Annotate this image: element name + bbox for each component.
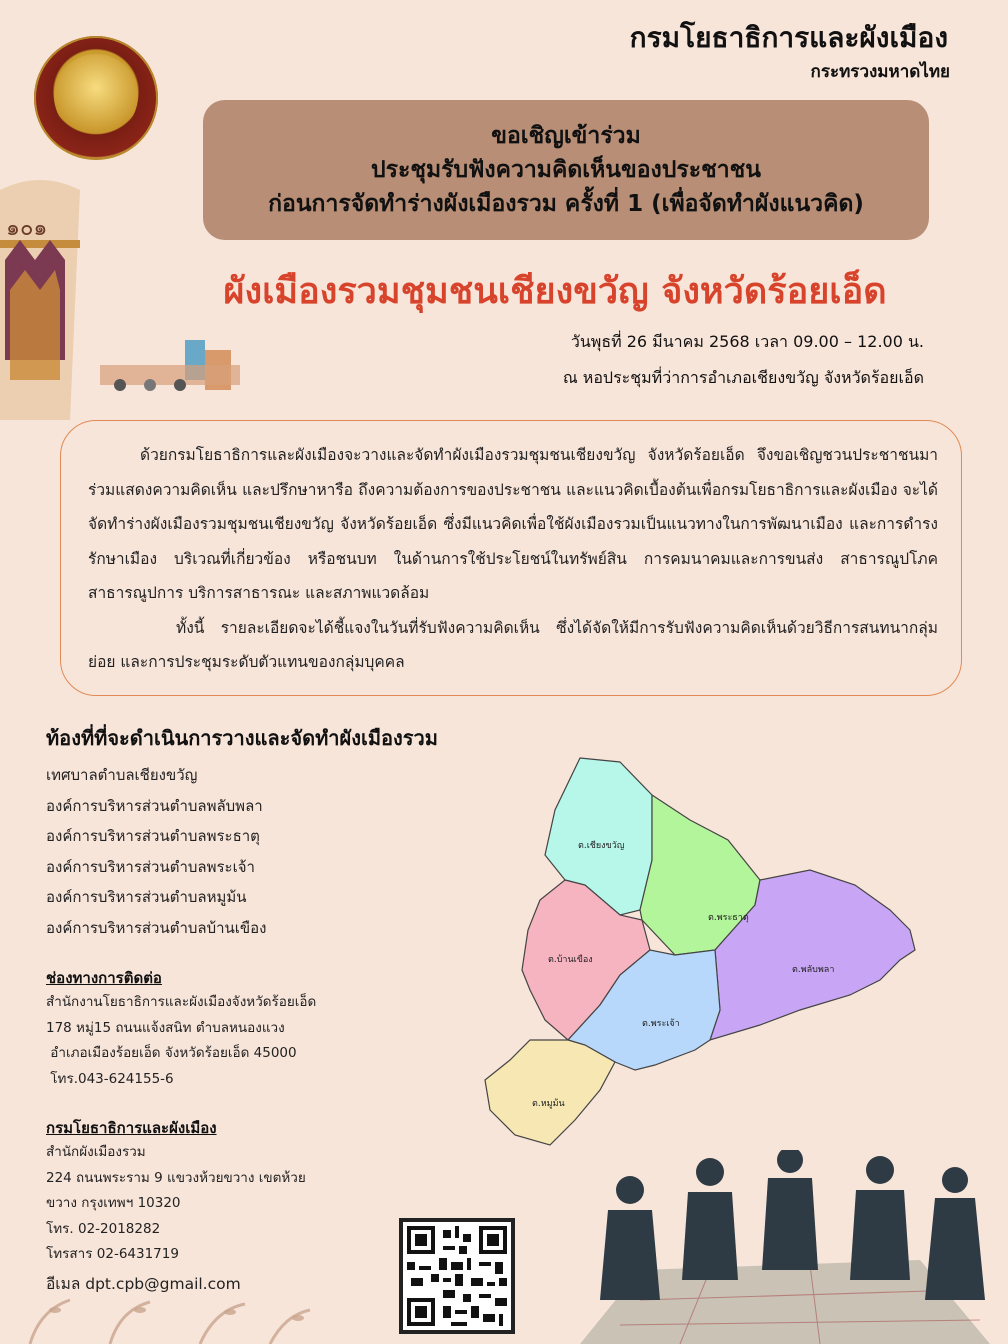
qr-code-icon [403,1222,511,1330]
map-label-phrathat: ต.พระธาตุ [708,913,749,923]
dpt-heading: กรมโยธาธิการและผังเมือง [46,1119,217,1137]
details-text [88,438,938,680]
contact-details [46,990,316,1092]
meeting-people-illustration [560,1150,1000,1344]
decoration-thai-numerals: ๑๐๑ [6,216,48,241]
district-map [470,740,930,1160]
map-label-chiangkhwan: ต.เชียงขวัญ [578,841,625,851]
area-item: องค์การบริหารส่วนตำบลหมูม้น [46,888,247,906]
map-label-phrachao: ต.พระเจ้า [642,1019,680,1029]
banner-line-1: ขอเชิญเข้าร่วม [491,123,641,149]
department-logo [34,36,158,160]
areas-heading: ท้องที่ที่จะดำเนินการวางและจัดทำผังเมืองรวม [46,726,438,750]
paragraph-2: ทั้งนี้ รายละเอียดจะได้ชี้แจงในวันที่รับฟังความคิดเห็น ซึ่งได้จัดให้มีการรับฟังความคิดเห็นด้วยวิธีการสนทนากลุ่มย่อย และการประชุมระดับตัวแทนของกลุ่มบุคคล [88,618,938,671]
invitation-banner [203,100,929,240]
dpt-line: โทรสาร 02-6431719 [46,1246,179,1262]
logo-emblem-icon [54,54,138,138]
map-label-mumon: ต.หมูม้น [532,1099,565,1109]
area-item: องค์การบริหารส่วนตำบลพระเจ้า [46,857,255,876]
area-item: องค์การบริหารส่วนตำบลพลับพลา [46,796,263,815]
org-name: กรมโยธาธิการและผังเมือง [629,21,948,54]
map-region-mumon [485,1040,615,1145]
contact-line: อำเภอเมืองร้อยเอ็ด จังหวัดร้อยเอ็ด 45000 [46,1045,297,1061]
contact-heading: ช่องทางการติดต่อ [46,969,162,987]
contact-line: สำนักงานโยธาธิการและผังเมืองจังหวัดร้อยเอ็ด [46,994,317,1010]
event-date-time: วันพุธที่ 26 มีนาคม 2568 เวลา 09.00 – 12.00 น. [570,332,924,351]
area-item: องค์การบริหารส่วนตำบลพระธาตุ [46,827,260,845]
plan-title: ผังเมืองรวมชุมชนเชียงขวัญ จังหวัดร้อยเอ็ด [223,271,887,312]
ministry-name: กระทรวงมหาดไทย [810,62,950,82]
dpt-line: โทร. 02-2018282 [46,1220,161,1237]
area-item: องค์การบริหารส่วนตำบลบ้านเขือง [46,918,267,937]
dpt-email[interactable]: อีเมล dpt.cpb@gmail.com [46,1275,241,1293]
banner-line-3: ก่อนการจัดทำร่างผังเมืองรวม ครั้งที่ 1 (เพื่อจัดทำผังแนวคิด) [268,191,864,217]
contact-line: 178 หมู่15 ถนนแจ้งสนิท ตำบลหนองแวง [46,1019,285,1036]
contact-line: โทร.043-624155-6 [46,1070,174,1087]
dpt-line: 224 ถนนพระราม 9 แขวงห้วยขวาง เขตห้วย [46,1169,306,1186]
dpt-details [46,1140,306,1268]
qr-code[interactable] [399,1218,515,1334]
area-item: เทศบาลตำบลเชียงขวัญ [46,766,198,784]
paragraph-1: ด้วยกรมโยธาธิการและผังเมืองจะวางและจัดทำผังเมืองรวมชุมชนเชียงขวัญ จังหวัดร้อยเอ็ด จึงขอเชิญชวนประชาชนมาร่วมแสดงความคิดเห็น และปรึกษาหารือ ถึงความต้องการของประชาชน และแนวคิดเบื้องต้นเพื่อกรมโยธาธิการและผังเมือง จะได้จัดทำร่างผังเมืองรวมชุมชนเชียงขวัญ จังหวัดร้อยเอ็ด ซึ่งมีแนวคิดเพื่อใช้ผังเมืองรวมเป็นแนวทางในการพัฒนาเมือง และการดำรงรักษาเมือง บริเวณที่เกี่ยวข้อง หรือชนบท ในด้านการใช้ประโยชน์ในทรัพย์สิน การคมนาคมและการขนส่ง สาธารณูปโภค สาธารณูปการ บริการสาธารณะ และสภาพแวดล้อม [88,446,938,602]
dpt-line: ขวาง กรุงเทพฯ 10320 [46,1195,181,1211]
map-label-phlapphla: ต.พลับพลา [792,965,835,975]
banner-line-2: ประชุมรับฟังความคิดเห็นของประชาชน [371,157,761,183]
wheat-decoration [0,1280,340,1344]
dpt-line: สำนักผังเมืองรวม [46,1144,146,1160]
areas-list [46,760,267,943]
map-label-banchueang: ต.บ้านเขือง [548,955,593,965]
event-venue: ณ หอประชุมที่ว่าการอำเภอเชียงขวัญ จังหวัดร้อยเอ็ด [562,368,924,387]
